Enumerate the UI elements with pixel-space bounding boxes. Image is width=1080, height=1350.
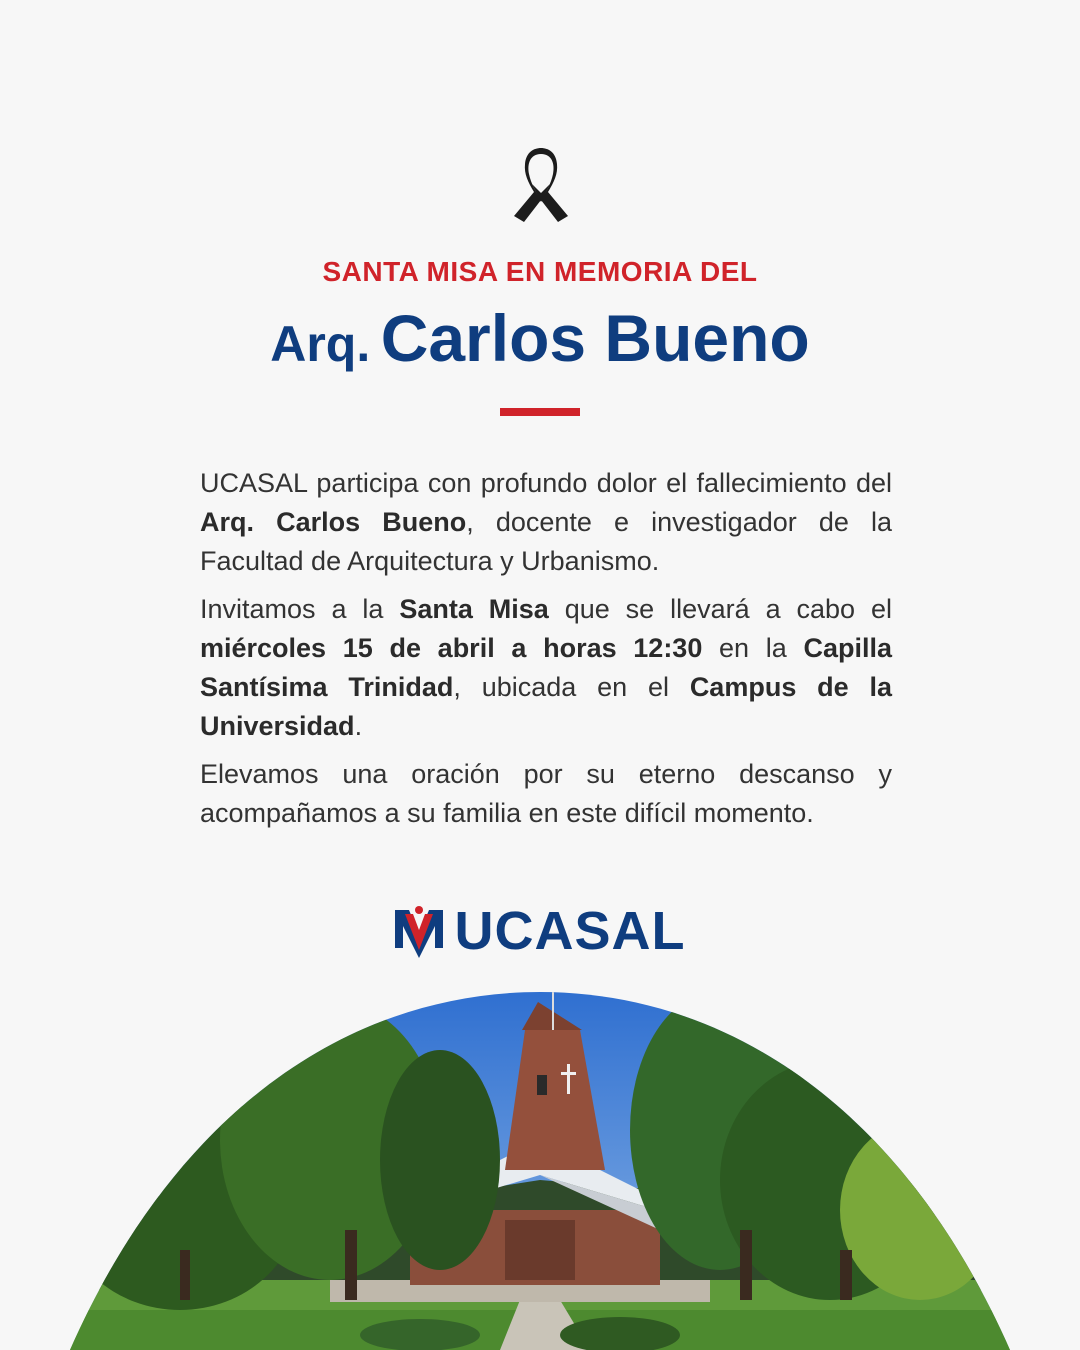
ucasal-logo-icon bbox=[395, 904, 443, 958]
event-venue: Capilla Santísima Trinidad bbox=[200, 633, 892, 702]
divider bbox=[500, 408, 580, 416]
paragraph-3: Elevamos una oración por su eterno descanso y acompañamos a su familia en este difícil momento. bbox=[200, 759, 892, 828]
event-name: Santa Misa bbox=[399, 594, 549, 624]
title-prefix: Arq. bbox=[270, 316, 371, 372]
event-datetime: miércoles 15 de abril a horas 12:30 bbox=[200, 633, 703, 663]
ucasal-logo bbox=[0, 900, 1080, 963]
title-name: Carlos Bueno bbox=[380, 301, 810, 375]
page-title bbox=[0, 300, 1080, 376]
logo-text: UCASAL bbox=[454, 901, 686, 961]
text-run: Invitamos a la bbox=[200, 594, 400, 624]
deceased-name: Arq. Carlos Bueno bbox=[200, 507, 467, 537]
text-run: que se llevará a cabo el bbox=[548, 594, 892, 624]
pre-title: SANTA MISA EN MEMORIA DEL bbox=[322, 256, 758, 287]
announcement-body bbox=[200, 464, 892, 842]
paragraph-1 bbox=[200, 464, 892, 581]
text-run: UCASAL participa con profundo dolor el fallecimiento del bbox=[200, 468, 892, 498]
text-run: , ubicada en el bbox=[453, 672, 690, 702]
text-run: , docente e investigador de la Facultad de Arquitectura y Urbanismo. bbox=[200, 507, 892, 576]
paragraph-2 bbox=[200, 590, 892, 746]
chapel-photo bbox=[0, 990, 1080, 1350]
mourning-ribbon-icon bbox=[510, 146, 572, 224]
event-location: Campus de la Universidad bbox=[200, 672, 893, 741]
text-run: en la bbox=[702, 633, 804, 663]
text-run: . bbox=[354, 711, 363, 741]
